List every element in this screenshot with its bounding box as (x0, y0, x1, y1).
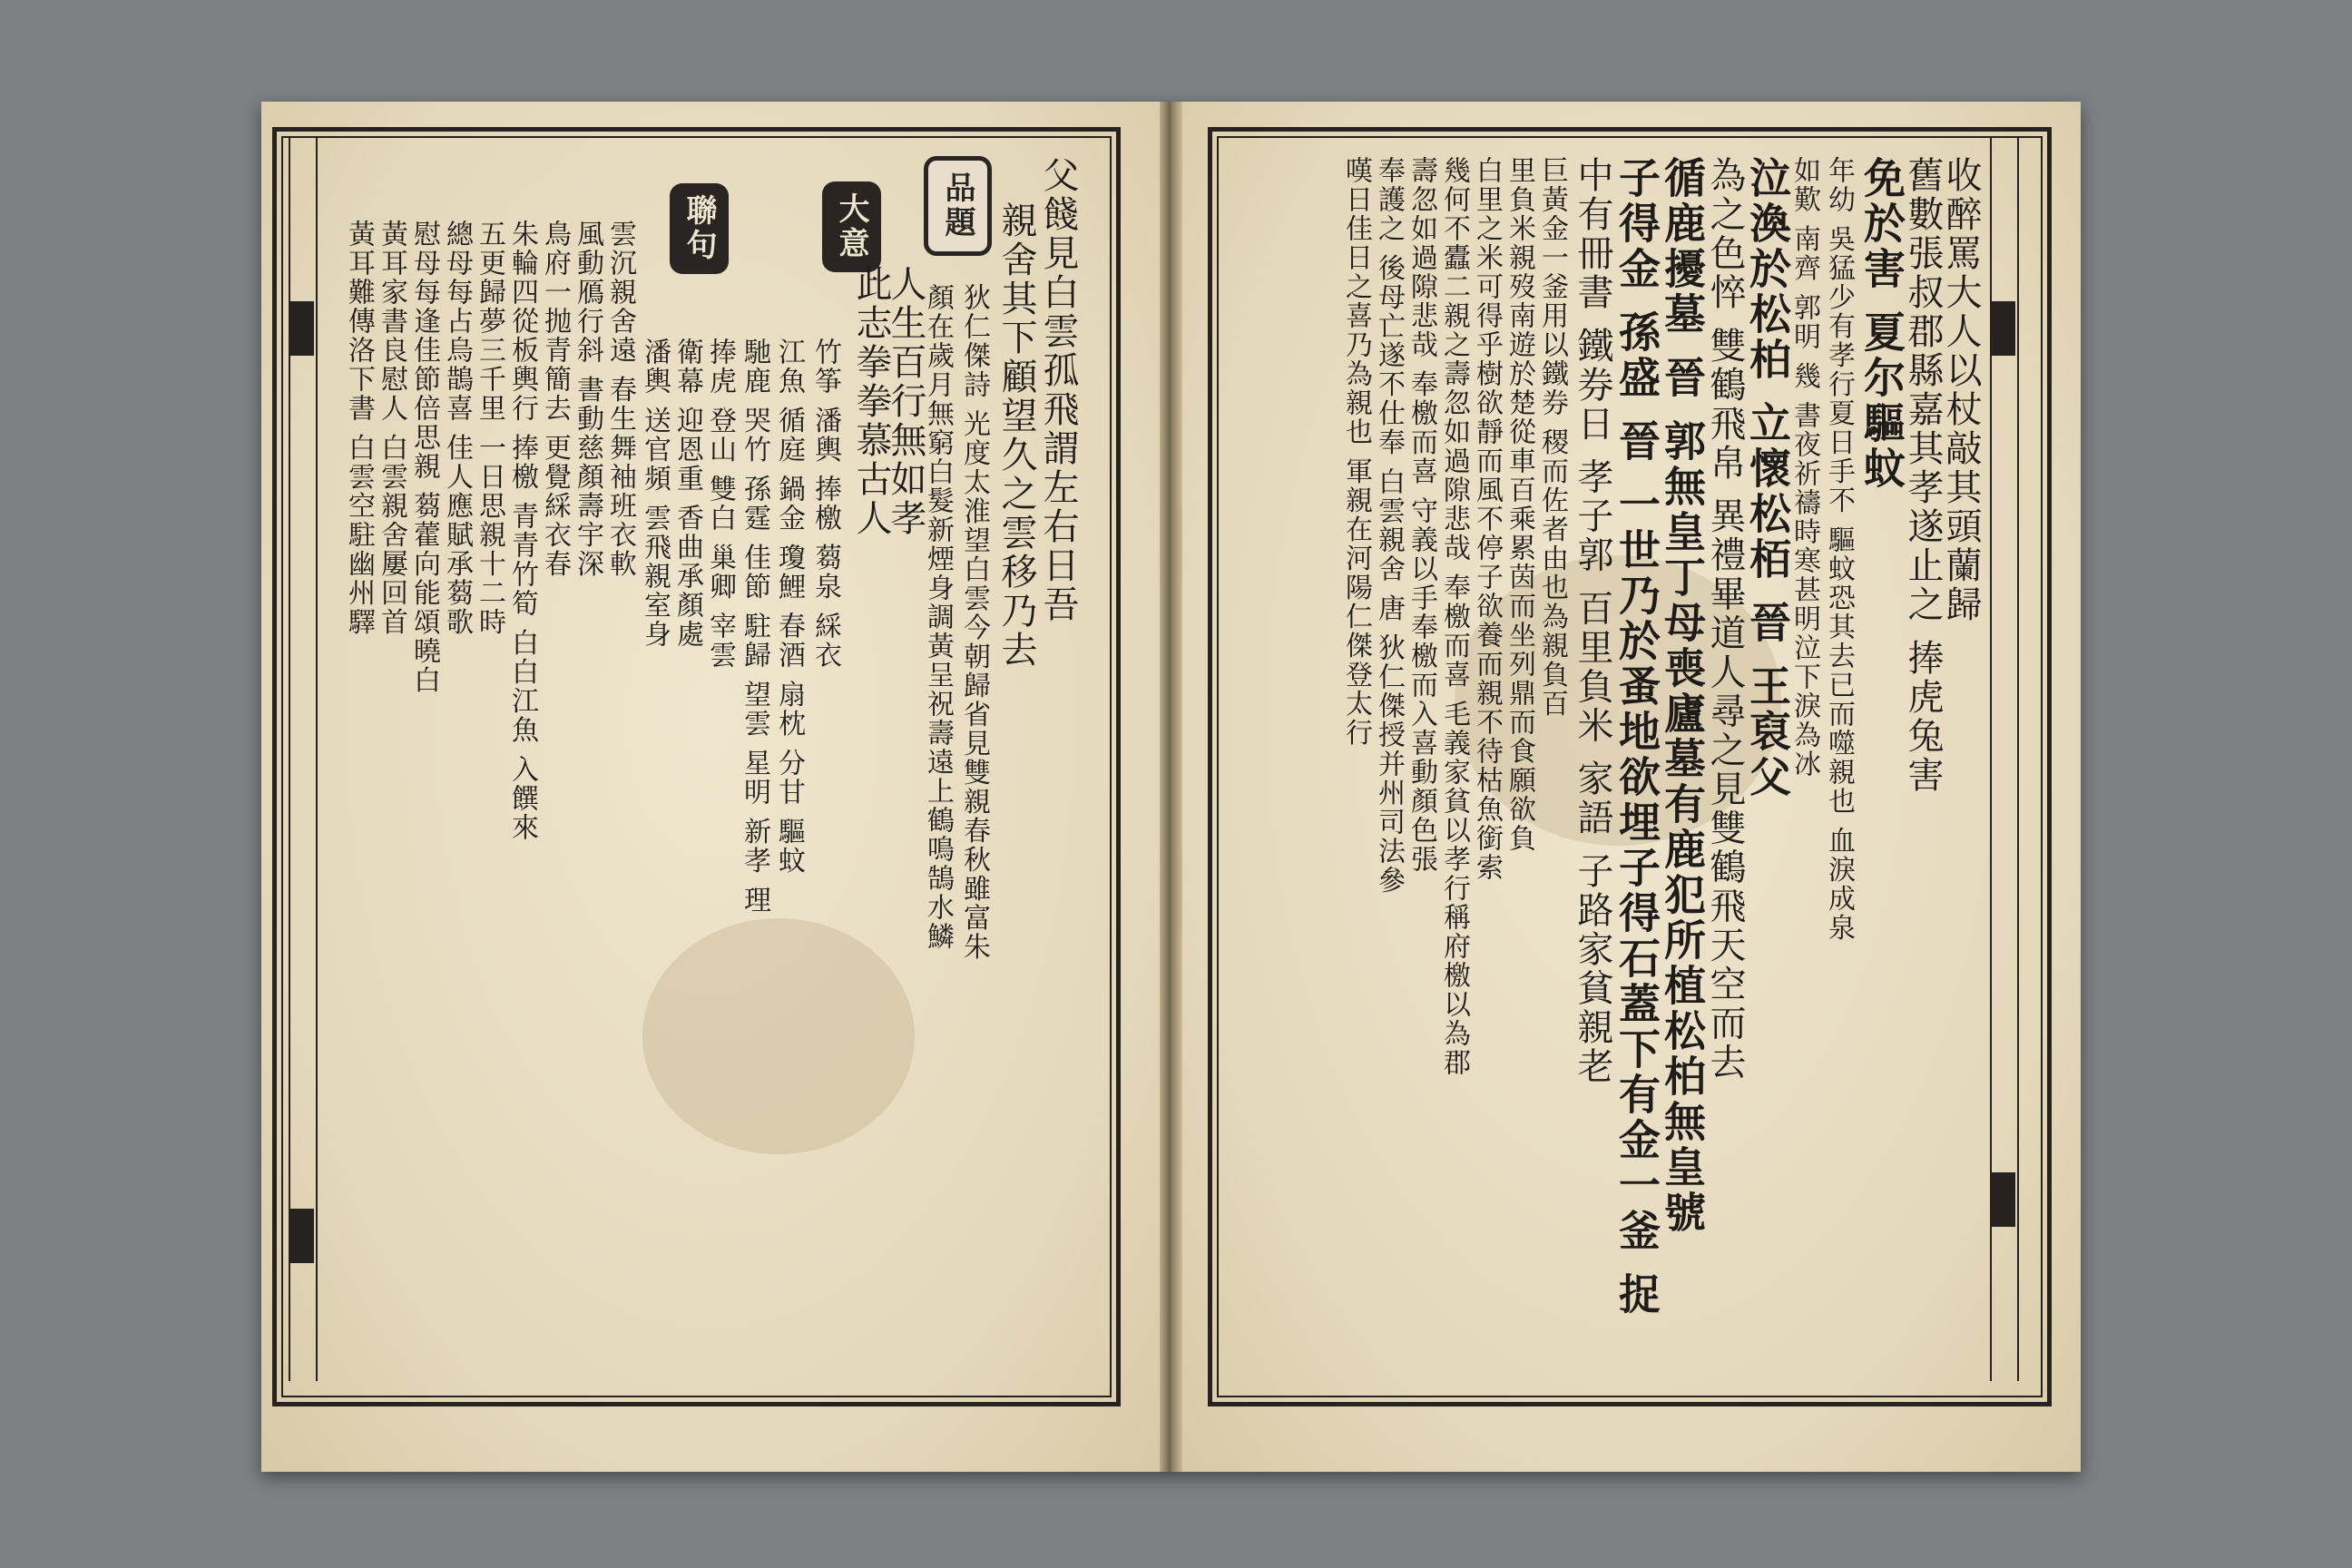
fish-tail-mark (290, 1209, 314, 1263)
fish-tail-mark (290, 301, 314, 356)
text-column: 循鹿擾墓 晉 郭無皇丁母喪廬墓有鹿犯所植松柏無皇號 (1658, 156, 1707, 1237)
text-column: 顏在歲月無窮白髮新煙身調黃呈祝壽遠上鶴鳴鵠水鱗 (922, 283, 954, 951)
text-column: 此志拳拳慕古人 (850, 265, 892, 538)
text-column: 黃耳家書良慰人 白雲親舍屢回首 (376, 220, 407, 637)
text-column: 中有冊書 鐵券日 孝子郭 百里負米 家語 子路家貧親老 (1572, 156, 1613, 1086)
text-column: 總母每占烏鵲喜 佳人應賦承蒭歌 (441, 220, 473, 637)
text-column: 為之色悴 雙鶴飛帛 異禮畢道人尋之見雙鶴飛天空而去 (1704, 156, 1746, 1083)
text-column: 潘輿 送官頻 雲飛親室身 (639, 338, 671, 650)
text-column: 江魚 循庭 鍋金 瓊鯉 春酒 扇枕 分甘 驅蚊 (773, 338, 805, 876)
left-page-gutter-column (289, 138, 318, 1381)
text-column: 鳥府一抛青簡去 更覺綵衣春 (539, 220, 571, 579)
text-column: 年幼 吳猛少有孝行夏日手不 驅蚊恐其去已而噬親也 血淚成泉 (1823, 156, 1855, 943)
text-column: 巨黃金一釜用以鐵券 稷而佐者由也為親負百 (1536, 156, 1568, 719)
text-column: 雲沉親舍遠 春生舞袖班衣軟 (604, 220, 636, 579)
text-column: 白里之米可得乎樹欲靜而風不停子欲養而親不待枯魚銜索 (1471, 156, 1503, 882)
text-column: 親舍其下顧望久之雲移乃去 (995, 201, 1037, 670)
open-book (261, 102, 2081, 1472)
text-column: 竹筝 潘輿 捧檄 蒭泉 綵衣 (809, 338, 841, 671)
text-column: 風動鴈行斜 書動慈顏壽宇深 (572, 220, 603, 579)
heading-label-pinti: 品題 (924, 156, 992, 256)
text-column: 黃耳難傳洛下書 白雲空駐幽州驛 (343, 220, 375, 637)
text-column: 父餞見白雲孤飛謂左右日吾 (1037, 156, 1079, 624)
text-column: 如歎 南齊 郭明 幾 書夜祈禱時寒甚明泣下淚為冰 (1788, 156, 1820, 779)
fish-tail-mark (1992, 1172, 2015, 1227)
text-column: 里負米親歿南遊於楚從車百乘累茵而坐列鼎而食願欲負 (1504, 156, 1535, 853)
fish-tail-mark (1992, 301, 2015, 356)
text-column: 壽忽如過隙悲哉 奉檄而喜 守義以手奉檄而入喜動顏色張 (1406, 156, 1437, 875)
text-column: 泣渙於松柏 立懷松栢 晉 王裒父 (1743, 156, 1792, 801)
right-page-gutter-column (1990, 138, 2019, 1381)
text-column: 免於害 夏尔驅蚊 (1857, 156, 1906, 493)
text-column: 收醉罵大人以杖敲其頭蘭歸 (1940, 156, 1982, 624)
text-column: 子得金 孫盛 晉 一世乃於蚤地欲埋子得石蓋下有金一釜 捉 (1612, 156, 1661, 1318)
text-column: 舊數張叔郡縣嘉其孝遂止之 捧虎兔害 (1902, 156, 1944, 795)
text-column: 馳鹿 哭竹 孫霆 佳節 駐歸 望雲 星明 新孝 理 (739, 338, 770, 916)
text-column: 嘆日佳日之喜乃為親也 軍親在河陽仁傑登太行 (1340, 156, 1372, 748)
book-gutter (1160, 102, 1182, 1472)
right-page (1182, 102, 2081, 1472)
text-column: 捧虎 登山 雙白 巢卿 宰雲 (704, 338, 736, 671)
heading-label-lianju: 聯句 (670, 183, 729, 274)
text-column: 衛幕 迎恩重 香曲承顏處 (671, 338, 703, 650)
text-column: 幾何不蠹二親之壽忽如過隙悲哉 奉檄而喜 毛義家貧以孝行稱府檄以為郡 (1438, 156, 1470, 1078)
text-column: 朱輪四從板輿行 捧檄 青青竹筍 白白江魚 入饌來 (506, 220, 538, 843)
text-column: 五更歸夢三千里 一日思親十二時 (474, 220, 505, 637)
text-column: 慰母每逢佳節倍思親 蒭藿向能頌曉白 (408, 220, 440, 695)
text-column: 奉護之 後母亡遂不仕奉 白雲親舍 唐 狄仁傑授并州司法參 (1373, 156, 1405, 896)
text-column: 狄仁傑詩 光度太淮望白雲今朝歸省見雙親春秋雖富朱 (958, 283, 990, 962)
text-column: 人生百行無如孝 (885, 265, 926, 538)
heading-label-dayi: 大意 (822, 181, 881, 272)
left-page (261, 102, 1160, 1472)
